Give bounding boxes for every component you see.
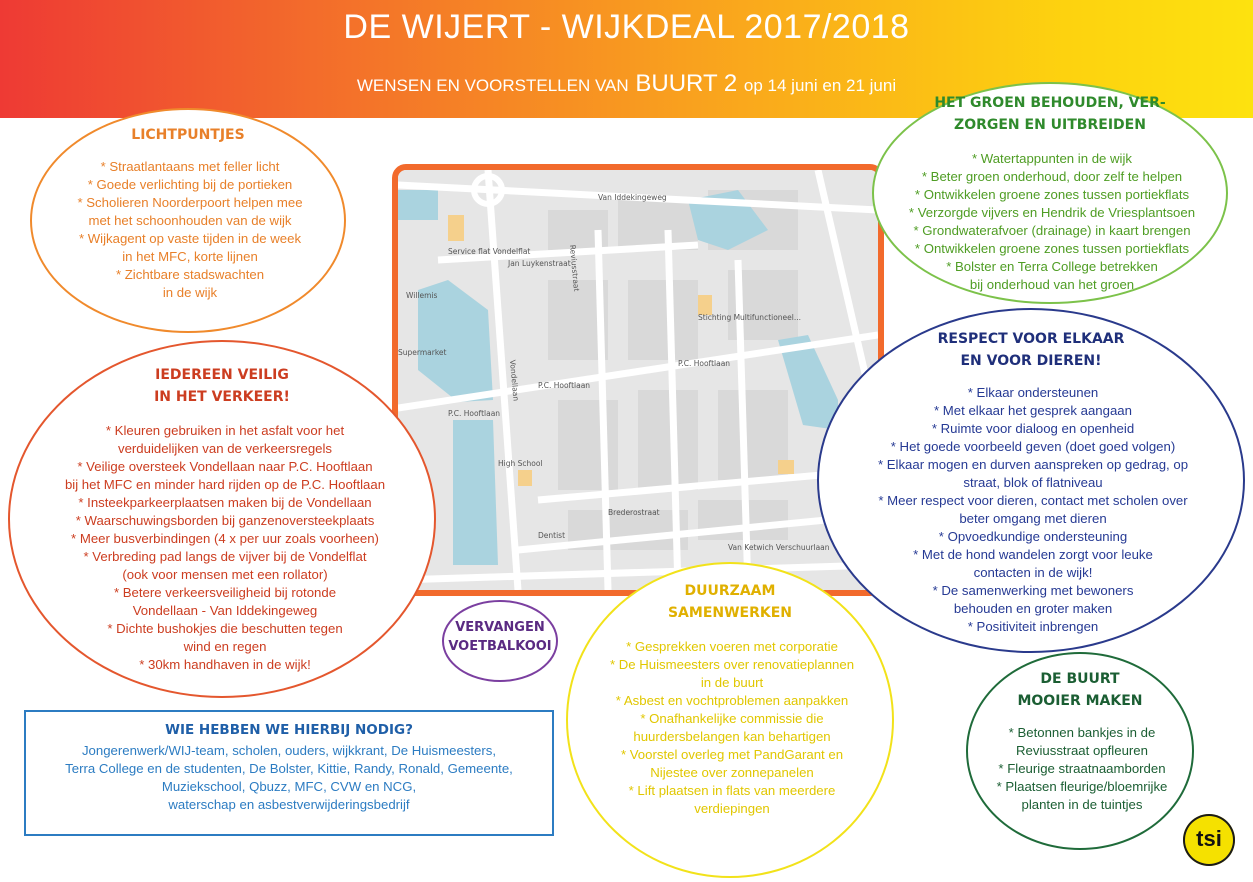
list-item: * Beter groen onderhoud, door zelf te helpen [921, 169, 1183, 184]
partners-box [24, 710, 554, 836]
subtitle-pre: WENSEN EN VOORSTELLEN VAN [356, 76, 629, 95]
map-label-willemis: Willemis [406, 291, 438, 300]
list-item: bij het MFC en minder hard rijden op de P.C. Hooftlaan [64, 477, 386, 492]
voetbalkooi-heading-line-2: VOETBALKOOI [448, 639, 552, 654]
list-item: * Asbest en vochtproblemen aanpakken [615, 693, 849, 708]
bubble-groen [872, 82, 1228, 304]
respect-heading-line-2: EN VOOR DIEREN! [960, 353, 1102, 369]
list-item: * Fleurige straatnaamborden [998, 761, 1166, 776]
list-item: planten in de tuintjes [1021, 797, 1143, 812]
list-item: * Ontwikkelen groene zones tussen portiekflats [914, 241, 1190, 256]
duurzaam-heading-line-2: SAMENWERKEN [667, 605, 793, 621]
voetbalkooi-heading-line-1: VERVANGEN [455, 620, 545, 635]
list-item: Reviusstraat opfleuren [1016, 743, 1148, 758]
list-item: * Waarschuwingsborden bij ganzenoversteekplaats [75, 513, 375, 528]
mooier-heading-line-2: MOOIER MAKEN [1017, 693, 1143, 709]
mooier-heading-line-1: DE BUURT [1040, 671, 1120, 687]
map-label-dentist: Dentist [538, 531, 566, 540]
list-item: contacten in de wijk! [973, 565, 1093, 580]
lichtpuntjes-heading: LICHTPUNTJES [131, 127, 245, 143]
list-item: * Goede verlichting bij de portieken [87, 177, 293, 192]
map-label-service: Service flat Vondelflat [448, 247, 531, 256]
groen-heading [874, 92, 1226, 136]
map-label-pchooft-3: P.C. Hooftlaan [678, 359, 731, 368]
list-item: wind en regen [183, 639, 267, 654]
list-item: * Bolster en Terra College betrekken [946, 259, 1158, 274]
partners-text [26, 742, 552, 814]
list-item: * Grondwaterafvoer (drainage) in kaart brengen [913, 223, 1191, 238]
voetbalkooi-heading [444, 618, 556, 656]
lichtpuntjes-list [52, 158, 328, 302]
verkeer-heading-line-2: IN HET VERKEER! [154, 389, 290, 405]
list-item: * Verzorgde vijvers en Hendrik de Vriesplantsoen [908, 205, 1196, 220]
list-item: in het MFC, korte lijnen [122, 249, 258, 264]
list-item: huurdersbelangen kan behartigen [633, 729, 831, 744]
partners-heading: WIE HEBBEN WE HIERBIJ NODIG? [165, 722, 413, 738]
list-item: * Betere verkeersveiligheid bij rotonde [113, 585, 337, 600]
list-item: * Voorstel overleg met PandGarant en [620, 747, 844, 762]
list-item: * Met elkaar het gesprek aangaan [934, 403, 1132, 418]
list-item: * Elkaar mogen en durven aanspreken op gedrag, op [877, 457, 1189, 472]
list-item: straat, blok of flatniveau [963, 475, 1103, 490]
groen-heading-line-2: ZORGEN EN UITBREIDEN [954, 117, 1146, 133]
list-item: * Opvoedkundige ondersteuning [938, 529, 1128, 544]
groen-heading-line-1: HET GROEN BEHOUDEN, VER- [934, 95, 1166, 111]
list-item: * Verbreding pad langs de vijver bij de Vondelflat [83, 549, 367, 564]
map-label-bredero: Brederostraat [608, 508, 660, 517]
list-item: * Onafhankelijke commissie die [640, 711, 824, 726]
partners-line: Jongerenwerk/WIJ-team, scholen, ouders, wijkkrant, De Huismeesters, [81, 743, 497, 758]
partners-line: Terra College en de studenten, De Bolster, Kittie, Randy, Ronald, Gemeente, [65, 761, 513, 776]
list-item: (ook voor mensen met een rollator) [122, 567, 328, 582]
list-item: * Watertappunten in de wijk [971, 151, 1133, 166]
list-item: * Meer respect voor dieren, contact met scholen over [878, 493, 1188, 508]
list-item: * De samenwerking met bewoners [932, 583, 1134, 598]
bubble-duurzaam [566, 562, 894, 878]
map-label-reviusstraat: Reviusstraat [568, 244, 582, 292]
list-item: * Met de hond wandelen zorgt voor leuke [913, 547, 1153, 562]
page-title: DE WIJERT - WIJKDEAL 2017/2018 [343, 8, 910, 46]
duurzaam-heading [568, 580, 892, 624]
partners-line: waterschap en asbestverwijderingsbedrijf [168, 797, 410, 812]
list-item: Nijestee over zonnepanelen [650, 765, 814, 780]
map-label-luykenstraat: Jan Luykenstraat [508, 259, 571, 268]
list-item: * Ruimte voor dialoog en openheid [931, 421, 1135, 436]
respect-heading [819, 328, 1243, 372]
bubble-mooier-maken [966, 652, 1194, 850]
list-item: * Betonnen bankjes in de [1008, 725, 1156, 740]
subtitle-buurt: BUURT 2 [635, 70, 738, 97]
map-drawing [398, 170, 878, 590]
list-item: * Veilige oversteek Vondellaan naar P.C. Hooftlaan [77, 459, 373, 474]
list-item: met het schoonhouden van de wijk [88, 213, 292, 228]
list-item: Vondellaan - Van Iddekingeweg [132, 603, 318, 618]
list-item: * Plaatsen fleurige/bloemrijke [996, 779, 1168, 794]
map-label-iddekinge: Van Iddekingeweg [598, 193, 667, 202]
list-item: * Ontwikkelen groene zones tussen portiekflats [914, 187, 1190, 202]
list-item: * Straatlantaans met feller licht [100, 159, 280, 174]
list-item: * Zichtbare stadswachten [115, 267, 265, 282]
map-label-highschool: High School [498, 459, 543, 468]
mooier-heading [968, 668, 1192, 712]
bubble-voetbalkooi [442, 600, 558, 682]
list-item: verduidelijken van de verkeersregels [117, 441, 333, 456]
list-item: * Gesprekken voeren met corporatie [626, 639, 838, 654]
map-label-vondellaan: Vondellaan [508, 359, 521, 402]
neighbourhood-map [392, 164, 884, 596]
map-label-pchooft-2: P.C. Hooftlaan [538, 381, 591, 390]
bubble-verkeer [8, 340, 436, 698]
duurzaam-heading-line-1: DUURZAAM [684, 583, 776, 599]
respect-heading-line-1: RESPECT VOOR ELKAAR [937, 331, 1125, 347]
map-label-pchooft-1: P.C. Hooftlaan [448, 409, 501, 418]
list-item: * Kleuren gebruiken in het asfalt voor het [105, 423, 345, 438]
map-label-stichting: Stichting Multifunctioneel... [698, 313, 802, 322]
groen-list [884, 150, 1220, 294]
verkeer-heading-line-1: IEDEREEN VEILIG [155, 367, 289, 383]
map-label-ketwich: Van Ketwich Verschuurlaan [728, 543, 830, 552]
bubble-lichtpuntjes [30, 108, 346, 333]
list-item: verdiepingen [694, 801, 770, 816]
list-item: * Het goede voorbeeld geven (doet goed volgen) [890, 439, 1176, 454]
verkeer-list [40, 422, 410, 674]
subtitle-post: op 14 juni en 21 juni [743, 76, 897, 95]
mooier-list [978, 724, 1186, 814]
tsi-logo: tsi [1183, 814, 1235, 866]
list-item: bij onderhoud van het groen [969, 277, 1135, 292]
list-item: * Positiviteit inbrengen [967, 619, 1099, 634]
list-item: * Lift plaatsen in flats van meerdere [628, 783, 836, 798]
list-item: in de wijk [162, 285, 218, 300]
list-item: * De Huismeesters over renovatieplannen [609, 657, 855, 672]
list-item: * Insteekparkeerplaatsen maken bij de Vondellaan [78, 495, 372, 510]
list-item: * Elkaar ondersteunen [967, 385, 1099, 400]
partners-line: Muziekschool, Qbuzz, MFC, CVW en NCG, [161, 779, 417, 794]
list-item: in de buurt [700, 675, 764, 690]
list-item: * Meer busverbindingen (4 x per uur zoals voorheen) [71, 531, 379, 546]
list-item: behouden en groter maken [953, 601, 1113, 616]
list-item: * Scholieren Noorderpoort helpen mee [77, 195, 303, 210]
map-label-supermarket: Supermarket [398, 348, 447, 357]
list-item: beter omgang met dieren [959, 511, 1107, 526]
verkeer-heading [10, 364, 434, 408]
list-item: * Dichte bushokjes die beschutten tegen [107, 621, 343, 636]
duurzaam-list [578, 638, 886, 818]
list-item: * Wijkagent op vaste tijden in de week [78, 231, 302, 246]
list-item: * 30km handhaven in de wijk! [139, 657, 311, 672]
